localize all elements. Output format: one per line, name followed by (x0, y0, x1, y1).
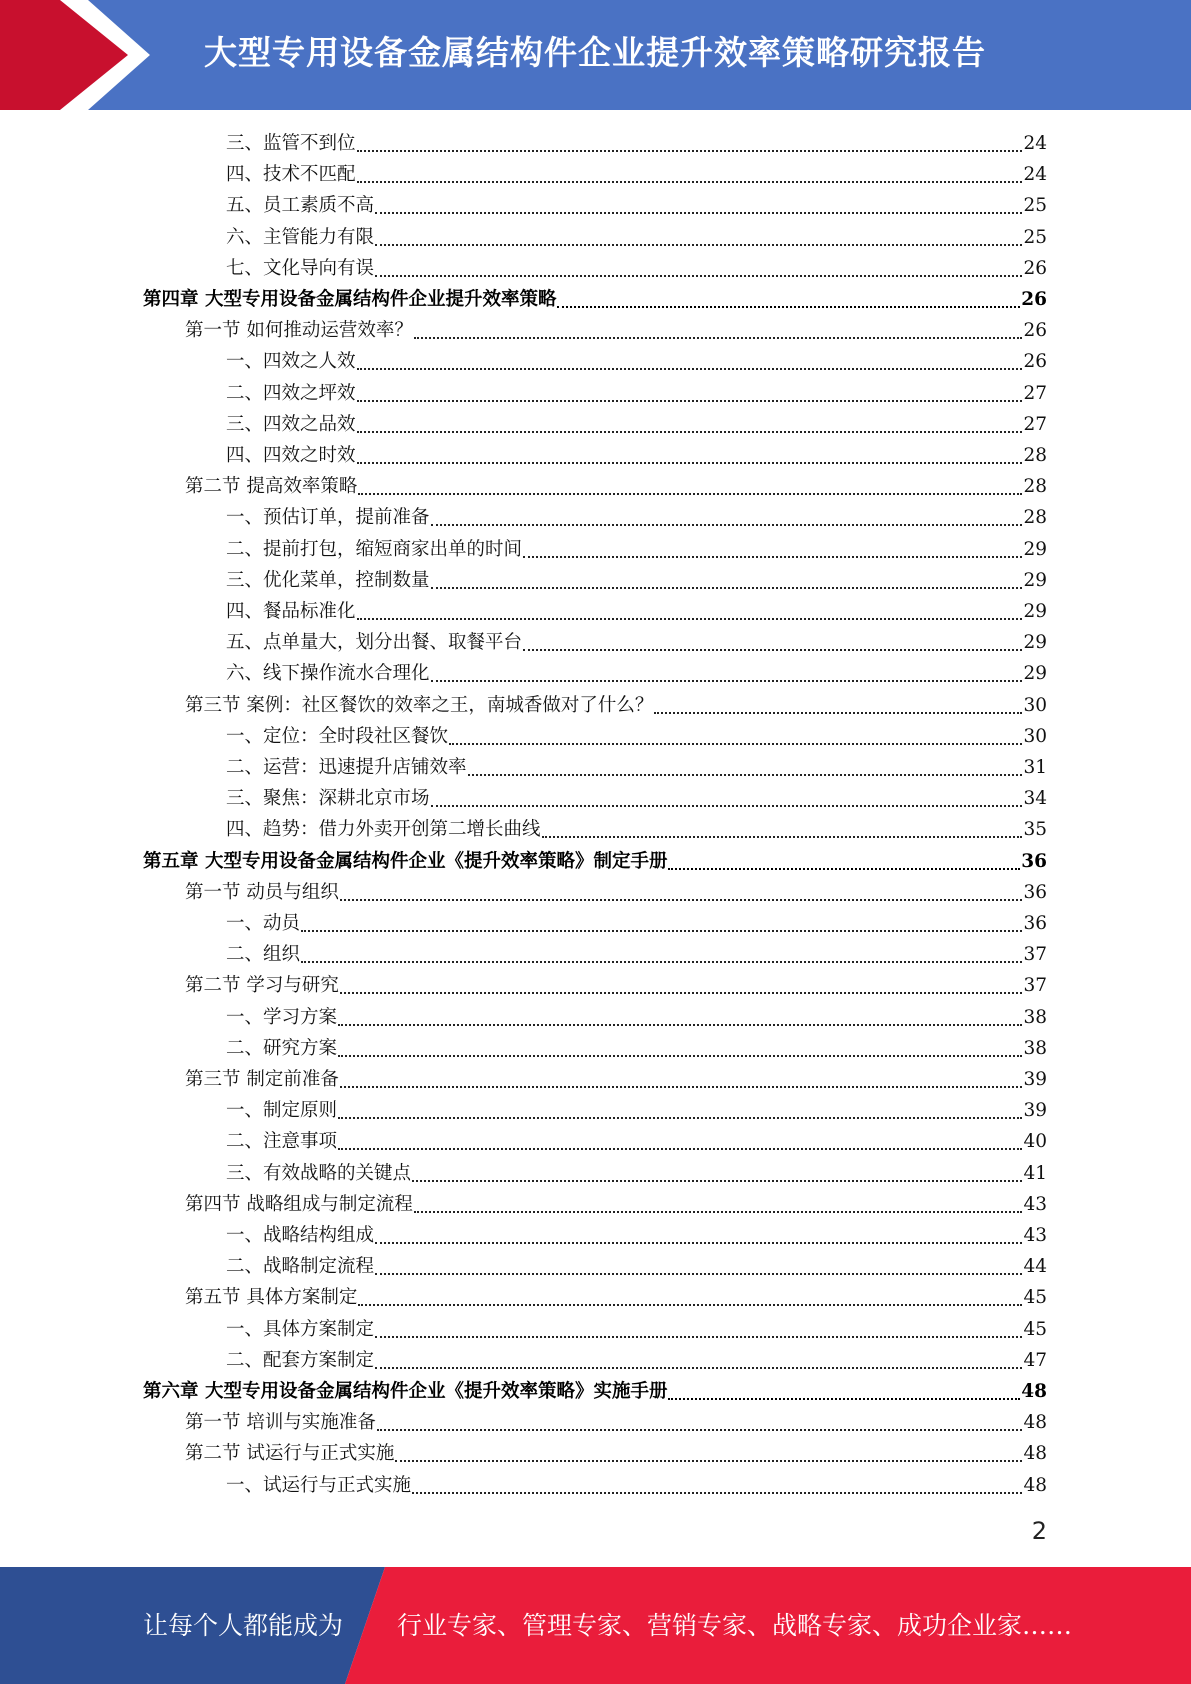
toc-dot-leader (412, 1491, 1022, 1494)
toc-dot-leader (431, 804, 1023, 807)
toc-entry-label: 三、监管不到位 (226, 133, 356, 154)
toc-entry-label: 一、具体方案制定 (226, 1318, 375, 1340)
toc-entry-page-number: 48 (1023, 1443, 1047, 1465)
toc-entry-label: 第一节 动员与组织 (185, 881, 339, 903)
toc-entry-page-number: 26 (1021, 289, 1047, 310)
toc-section-entry[interactable] (185, 1282, 1047, 1313)
toc-dot-leader (668, 1397, 1020, 1400)
toc-subsection-entry[interactable] (226, 1158, 1047, 1189)
toc-entry-page-number: 40 (1023, 1131, 1047, 1153)
toc-entry-label: 第三节 案例：社区餐饮的效率之王，南城香做对了什么？ (185, 694, 654, 716)
toc-section-entry[interactable] (185, 690, 1047, 721)
toc-dot-leader (338, 1023, 1022, 1026)
toc-entry-page-number: 34 (1023, 788, 1047, 810)
toc-entry-page-number: 39 (1023, 1100, 1047, 1122)
toc-entry-page-number: 27 (1023, 413, 1047, 435)
toc-entry-page-number: 36 (1021, 850, 1047, 872)
toc-dot-leader (377, 1428, 1023, 1431)
toc-dot-leader (340, 991, 1023, 994)
toc-dot-leader (557, 305, 1020, 308)
toc-dot-leader (357, 617, 1023, 620)
toc-entry-label: 第一节 如何推动运营效率？ (185, 320, 413, 342)
toc-entry-label: 二、组织 (226, 944, 301, 966)
toc-dot-leader (468, 773, 1023, 776)
toc-entry-page-number: 25 (1023, 226, 1047, 248)
toc-dot-leader (375, 274, 1022, 277)
toc-subsection-entry[interactable] (226, 346, 1047, 377)
toc-subsection-entry[interactable] (226, 752, 1047, 783)
toc-subsection-entry[interactable] (226, 565, 1047, 596)
toc-dot-leader (375, 1335, 1022, 1338)
toc-dot-leader (375, 243, 1022, 246)
toc-dot-leader (357, 367, 1023, 370)
toc-subsection-entry[interactable] (226, 440, 1047, 471)
toc-entry-label: 二、提前打包，缩短商家出单的时间 (226, 538, 523, 560)
toc-dot-leader (523, 648, 1022, 651)
toc-dot-leader (431, 586, 1023, 589)
toc-entry-page-number: 28 (1023, 476, 1047, 498)
toc-entry-page-number: 48 (1023, 1474, 1047, 1496)
toc-entry-page-number: 31 (1023, 757, 1047, 778)
toc-entry-page-number: 36 (1023, 913, 1047, 934)
toc-dot-leader (357, 149, 1023, 152)
toc-entry-label: 第五章 大型专用设备金属结构件企业《提升效率策略》制定手册 (143, 850, 668, 872)
toc-dot-leader (357, 399, 1023, 402)
toc-entry-label: 三、聚焦：深耕北京市场 (226, 788, 430, 810)
toc-subsection-entry[interactable] (226, 1345, 1047, 1376)
toc-subsection-entry[interactable] (226, 534, 1047, 565)
toc-chapter-entry[interactable] (143, 1376, 1047, 1407)
toc-entry-page-number: 26 (1023, 351, 1047, 373)
toc-subsection-entry[interactable] (226, 1220, 1047, 1251)
toc-entry-label: 一、制定原则 (226, 1100, 338, 1122)
toc-dot-leader (338, 1147, 1022, 1150)
toc-section-entry[interactable] (185, 1438, 1047, 1469)
toc-entry-page-number: 27 (1023, 382, 1047, 404)
toc-entry-page-number: 25 (1023, 195, 1047, 217)
toc-section-entry[interactable] (185, 1407, 1047, 1438)
footer-slogan-left: 让每个人都能成为 (143, 1611, 344, 1640)
toc-subsection-entry[interactable] (226, 190, 1047, 221)
toc-entry-label: 第四章 大型专用设备金属结构件企业提升效率策略 (143, 289, 557, 310)
toc-subsection-entry[interactable] (226, 1033, 1047, 1064)
toc-subsection-entry[interactable] (226, 1251, 1047, 1282)
toc-section-entry[interactable] (185, 1189, 1047, 1220)
toc-entry-label: 四、餐品标准化 (226, 601, 356, 622)
toc-dot-leader (301, 929, 1022, 932)
toc-subsection-entry[interactable] (226, 1002, 1047, 1033)
footer-slogan-right: 行业专家、管理专家、营销专家、战略专家、成功企业家…… (397, 1611, 1073, 1640)
toc-entry-page-number: 28 (1023, 507, 1047, 529)
toc-entry-label: 第二节 学习与研究 (185, 975, 339, 997)
toc-section-entry[interactable] (185, 1064, 1047, 1095)
toc-dot-leader (338, 1116, 1022, 1119)
toc-subsection-entry[interactable] (226, 627, 1047, 658)
toc-chapter-entry[interactable] (143, 846, 1047, 877)
toc-entry-label: 一、定位：全时段社区餐饮 (226, 725, 449, 747)
toc-dot-leader (338, 1054, 1022, 1057)
toc-entry-page-number: 44 (1023, 1256, 1047, 1278)
toc-entry-page-number: 47 (1023, 1349, 1047, 1371)
toc-entry-label: 第三节 制定前准备 (185, 1069, 339, 1090)
toc-subsection-entry[interactable] (226, 658, 1047, 689)
toc-subsection-entry[interactable] (226, 159, 1047, 190)
toc-dot-leader (523, 555, 1022, 558)
toc-entry-page-number: 26 (1023, 257, 1047, 279)
toc-entry-label: 第二节 试运行与正式实施 (185, 1443, 395, 1465)
toc-dot-leader (395, 1459, 1022, 1462)
toc-dot-leader (375, 1241, 1022, 1244)
toc-entry-label: 第一节 培训与实施准备 (185, 1412, 376, 1434)
page-header (0, 0, 1191, 110)
toc-entry-label: 七、文化导向有误 (226, 257, 375, 279)
toc-subsection-entry[interactable] (226, 596, 1047, 627)
toc-dot-leader (375, 1366, 1022, 1369)
toc-entry-label: 二、运营：迅速提升店铺效率 (226, 757, 467, 778)
toc-entry-page-number: 43 (1023, 1225, 1047, 1246)
toc-entry-label: 第二节 提高效率策略 (185, 476, 358, 498)
toc-entry-page-number: 38 (1023, 1037, 1047, 1059)
toc-dot-leader (357, 430, 1023, 433)
toc-subsection-entry[interactable] (226, 222, 1047, 253)
toc-section-entry[interactable] (185, 315, 1047, 346)
toc-entry-page-number: 38 (1023, 1006, 1047, 1028)
toc-dot-leader (357, 180, 1023, 183)
toc-entry-label: 一、试运行与正式实施 (226, 1474, 412, 1496)
toc-entry-label: 一、学习方案 (226, 1006, 338, 1028)
toc-entry-page-number: 26 (1023, 320, 1047, 342)
toc-subsection-entry[interactable] (226, 128, 1047, 159)
toc-entry-page-number: 41 (1023, 1162, 1047, 1184)
toc-entry-label: 一、四效之人效 (226, 351, 356, 373)
toc-entry-page-number: 48 (1021, 1381, 1047, 1402)
toc-dot-leader (358, 492, 1022, 495)
toc-chapter-entry[interactable] (143, 284, 1047, 315)
toc-entry-label: 第五节 具体方案制定 (185, 1287, 358, 1309)
toc-entry-label: 二、配套方案制定 (226, 1349, 375, 1371)
toc-dot-leader (357, 461, 1023, 464)
toc-entry-label: 二、战略制定流程 (226, 1256, 375, 1278)
toc-subsection-entry[interactable] (226, 502, 1047, 533)
toc-dot-leader (431, 523, 1023, 526)
toc-entry-label: 一、预估订单，提前准备 (226, 507, 430, 529)
page-footer (0, 1567, 1191, 1684)
toc-entry-page-number: 45 (1023, 1287, 1047, 1309)
toc-subsection-entry[interactable] (226, 1470, 1047, 1501)
toc-subsection-entry[interactable] (226, 721, 1047, 752)
toc-entry-page-number: 48 (1023, 1412, 1047, 1434)
toc-dot-leader (340, 1085, 1023, 1088)
toc-dot-leader (340, 898, 1023, 901)
toc-section-entry[interactable] (185, 877, 1047, 908)
toc-entry-label: 四、四效之时效 (226, 445, 356, 466)
toc-entry-label: 四、技术不匹配 (226, 164, 356, 186)
toc-entry-page-number: 29 (1023, 663, 1047, 685)
toc-entry-label: 四、趋势：借力外卖开创第二增长曲线 (226, 819, 541, 841)
toc-subsection-entry[interactable] (226, 1095, 1047, 1126)
toc-dot-leader (431, 679, 1023, 682)
toc-dot-leader (542, 835, 1023, 838)
toc-entry-label: 六、线下操作流水合理化 (226, 663, 430, 685)
toc-entry-page-number: 35 (1023, 819, 1047, 841)
toc-entry-label: 二、四效之坪效 (226, 382, 356, 404)
toc-subsection-entry[interactable] (226, 1126, 1047, 1157)
toc-section-entry[interactable] (185, 970, 1047, 1001)
toc-entry-label: 二、研究方案 (226, 1037, 338, 1059)
toc-entry-page-number: 28 (1023, 445, 1047, 466)
toc-entry-page-number: 29 (1023, 538, 1047, 560)
toc-dot-leader (301, 960, 1022, 963)
toc-entry-page-number: 29 (1023, 569, 1047, 591)
toc-entry-label: 三、有效战略的关键点 (226, 1162, 412, 1184)
toc-entry-page-number: 29 (1023, 632, 1047, 654)
toc-subsection-entry[interactable] (226, 253, 1047, 284)
toc-entry-page-number: 45 (1023, 1318, 1047, 1340)
toc-subsection-entry[interactable] (226, 1314, 1047, 1345)
toc-entry-label: 第四节 战略组成与制定流程 (185, 1193, 413, 1215)
toc-entry-label: 三、四效之品效 (226, 413, 356, 435)
toc-entry-page-number: 24 (1023, 164, 1047, 186)
document-title: 大型专用设备金属结构件企业提升效率策略研究报告 (204, 33, 986, 72)
toc-entry-label: 一、动员 (226, 913, 301, 934)
toc-dot-leader (449, 742, 1022, 745)
toc-dot-leader (412, 1179, 1022, 1182)
toc-subsection-entry[interactable] (226, 409, 1047, 440)
toc-dot-leader (414, 336, 1023, 339)
toc-dot-leader (414, 1210, 1023, 1213)
toc-subsection-entry[interactable] (226, 378, 1047, 409)
toc-entry-label: 五、员工素质不高 (226, 195, 375, 217)
toc-dot-leader (375, 1272, 1022, 1275)
page-number: 2 (1031, 1517, 1047, 1545)
toc-subsection-entry[interactable] (226, 783, 1047, 814)
toc-subsection-entry[interactable] (226, 908, 1047, 939)
toc-entry-page-number: 37 (1023, 944, 1047, 966)
toc-entry-page-number: 43 (1023, 1193, 1047, 1215)
toc-section-entry[interactable] (185, 471, 1047, 502)
toc-dot-leader (358, 1303, 1022, 1306)
toc-entry-page-number: 24 (1023, 133, 1047, 154)
toc-dot-leader (375, 211, 1022, 214)
toc-entry-page-number: 30 (1023, 725, 1047, 747)
toc-entry-label: 一、战略结构组成 (226, 1225, 375, 1246)
toc-entry-page-number: 39 (1023, 1069, 1047, 1090)
toc-dot-leader (668, 867, 1020, 870)
toc-entry-page-number: 37 (1023, 975, 1047, 997)
toc-entry-page-number: 36 (1023, 881, 1047, 903)
toc-subsection-entry[interactable] (226, 939, 1047, 970)
toc-entry-label: 三、优化菜单，控制数量 (226, 569, 430, 591)
toc-entry-label: 六、主管能力有限 (226, 226, 375, 248)
toc-entry-page-number: 30 (1023, 694, 1047, 716)
toc-dot-leader (654, 711, 1022, 714)
toc-entry-page-number: 29 (1023, 601, 1047, 622)
toc-entry-label: 五、点单量大，划分出餐、取餐平台 (226, 632, 523, 654)
toc-entry-label: 二、注意事项 (226, 1131, 338, 1153)
toc-entry-label: 第六章 大型专用设备金属结构件企业《提升效率策略》实施手册 (143, 1381, 668, 1402)
toc-subsection-entry[interactable] (226, 814, 1047, 845)
